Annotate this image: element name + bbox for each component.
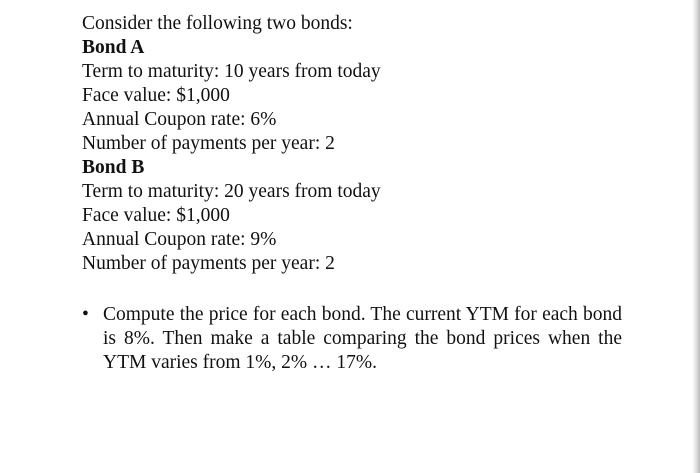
bond-a-heading: Bond A bbox=[82, 37, 145, 58]
bond-b-term: Term to maturity: 20 years from today bbox=[82, 181, 381, 202]
bond-a-face-value: Face value: $1,000 bbox=[82, 85, 230, 106]
task-text: Compute the price for each bond. The current YTM for each bond is 8%. Then make a table comparing the bond prices when the YTM varies from 1%, 2% … 17%. bbox=[103, 304, 622, 373]
intro-text: Consider the following two bonds: bbox=[82, 13, 353, 34]
page-edge-shadow bbox=[692, 0, 700, 473]
bullet-icon: • bbox=[82, 304, 89, 325]
bond-a-term: Term to maturity: 10 years from today bbox=[82, 61, 381, 82]
task-bullet-item bbox=[82, 303, 622, 375]
bond-a-section bbox=[82, 36, 642, 156]
bond-b-payments: Number of payments per year: 2 bbox=[82, 253, 335, 274]
problem-statement bbox=[82, 12, 642, 276]
bond-b-section bbox=[82, 156, 642, 276]
bond-b-coupon-rate: Annual Coupon rate: 9% bbox=[82, 229, 277, 250]
bond-b-heading: Bond B bbox=[82, 157, 145, 178]
bond-b-face-value: Face value: $1,000 bbox=[82, 205, 230, 226]
bond-a-coupon-rate: Annual Coupon rate: 6% bbox=[82, 109, 277, 130]
bond-a-payments: Number of payments per year: 2 bbox=[82, 133, 335, 154]
